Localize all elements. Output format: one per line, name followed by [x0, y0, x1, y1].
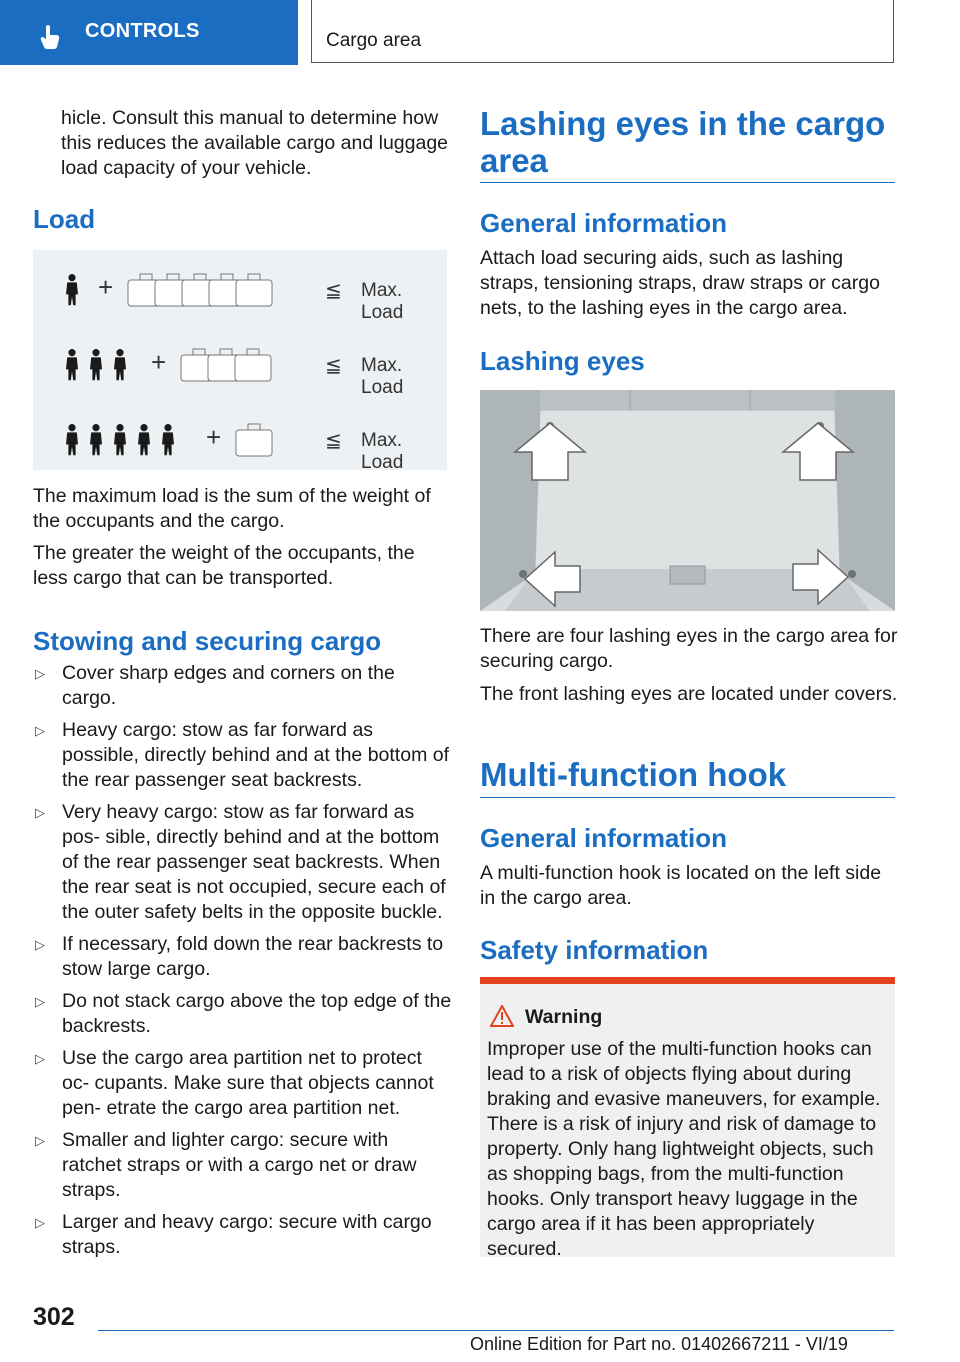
bullet-triangle-icon: ▷: [35, 805, 45, 820]
plus-sign: +: [151, 347, 167, 377]
intro-paragraph: hicle. Consult this manual to determine how this reduces the available cargo and luggage load capacity of your vehicle.: [61, 107, 449, 179]
stowing-list-text: Use the cargo area partition net to protect oc‐ cupants. Make sure that objects cannot pen‐ etrate the cargo area partition net.: [62, 1047, 434, 1119]
bullet-triangle-icon: ▷: [35, 1215, 45, 1230]
luggage-icon: [236, 430, 272, 456]
luggage-handle: [167, 274, 179, 280]
stowing-list-item: [33, 1046, 453, 1121]
lashing-eyes-heading: Lashing eyes: [480, 346, 645, 376]
warning-title: Warning: [525, 1006, 603, 1028]
luggage-handle: [248, 274, 260, 280]
footer-edition: Online Edition for Part no. 01402667211 - VI/19: [470, 1334, 848, 1354]
max-load-label: Max. Load: [361, 430, 404, 473]
stowing-list-item: [33, 932, 453, 982]
stowing-list-item: [33, 989, 453, 1039]
chapter-header: [311, 0, 894, 63]
max-load-label: Max. Load: [361, 280, 404, 323]
stowing-list-text: Heavy cargo: stow as far forward as possible, directly behind and at the bottom of the rear passenger seat backrests.: [62, 719, 449, 791]
person-icon: [114, 349, 126, 380]
luggage-handle: [220, 349, 232, 355]
stowing-list: [33, 661, 453, 1267]
warning-text: Improper use of the multi-function hooks can lead to a risk of objects flying about during braking and evasive maneuvers, for example. There is a risk of injury and risk of damage to property. Only hang lightweight objects, such as shopping bags, from the multi-function hooks. Only transport heavy luggage in the cargo area if it has been appropriately secured.: [487, 1038, 881, 1260]
luggage-handle: [194, 274, 206, 280]
stowing-list-item: [33, 800, 453, 925]
general-info-text-2: A multi-function hook is located on the left side in the cargo area.: [480, 862, 882, 909]
person-icon: [138, 424, 150, 455]
hand-pointer-icon: [38, 24, 62, 50]
person-icon: [90, 424, 102, 455]
person-icon: [66, 274, 78, 305]
section-tab[interactable]: [0, 0, 298, 65]
luggage-handle: [140, 274, 152, 280]
page-number: 302: [33, 1303, 75, 1331]
lashing-eyes-title: Lashing eyes in the cargo area: [480, 105, 886, 179]
person-icon: [66, 424, 78, 455]
stowing-list-item: [33, 1128, 453, 1203]
stowing-list-item: [33, 718, 453, 793]
safety-info-heading: Safety information: [480, 935, 709, 965]
lashing-eyes-paragraph-2: The front lashing eyes are located under covers.: [480, 683, 898, 705]
chapter-title: Cargo area: [326, 30, 422, 51]
less-equal-sign: ≦: [325, 280, 342, 302]
max-load-label: Max. Load: [361, 355, 404, 398]
person-icon: [90, 349, 102, 380]
luggage-handle: [247, 349, 259, 355]
plus-sign: +: [206, 422, 222, 452]
load-row: [33, 408, 447, 473]
bullet-triangle-icon: ▷: [35, 994, 45, 1009]
stowing-list-text: Very heavy cargo: stow as far forward as pos‐ sible, directly behind and at the bottom of the rear passenger seat backrests. When the rear seat is not occupied, secure each of the outer safety belts in the opposite buckle.: [62, 801, 446, 923]
title-rule: [480, 182, 895, 183]
luggage-handle: [193, 349, 205, 355]
less-equal-sign: ≦: [325, 355, 342, 377]
stowing-list-text: If necessary, fold down the rear backrests to stow large cargo.: [62, 933, 444, 980]
warning-bar: [480, 977, 895, 984]
stowing-list-text: Smaller and lighter cargo: secure with ratchet straps or with a cargo net or draw straps.: [62, 1129, 417, 1201]
load-figure: [33, 250, 447, 473]
warning-box: [480, 977, 895, 1260]
plus-sign: +: [98, 272, 114, 302]
general-info-heading-2: General information: [480, 823, 728, 853]
load-heading: Load: [33, 204, 96, 234]
less-equal-sign: ≦: [325, 430, 342, 452]
cargo-area-image: [480, 390, 895, 611]
stowing-heading: Stowing and securing cargo: [33, 626, 382, 656]
bullet-triangle-icon: ▷: [35, 937, 45, 952]
lashing-eyes-paragraph-1: There are four lashing eyes in the cargo area for securing cargo.: [480, 625, 898, 672]
luggage-icon: [236, 280, 272, 306]
person-icon: [66, 349, 78, 380]
load-paragraph-2: The greater the weight of the occupants, the less cargo that can be transported.: [33, 542, 415, 589]
stowing-list-text: Cover sharp edges and corners on the cargo.: [62, 662, 395, 709]
bullet-triangle-icon: ▷: [35, 666, 45, 681]
stowing-list-item: [33, 661, 453, 711]
general-info-text-1: Attach load securing aids, such as lashing straps, tensioning straps, draw straps or cargo nets, to the lashing eyes in the cargo area.: [480, 247, 880, 319]
load-row: [33, 258, 447, 323]
load-paragraph-1: The maximum load is the sum of the weight of the occupants and the cargo.: [33, 485, 431, 532]
warning-triangle-icon: [490, 1005, 514, 1027]
footer-rule: [98, 1330, 894, 1331]
load-row: [33, 333, 447, 398]
person-icon: [162, 424, 174, 455]
luggage-handle: [221, 274, 233, 280]
bullet-triangle-icon: ▷: [35, 1051, 45, 1066]
bullet-triangle-icon: ▷: [35, 1133, 45, 1148]
bullet-triangle-icon: ▷: [35, 723, 45, 738]
section-label: CONTROLS: [85, 20, 200, 42]
person-icon: [114, 424, 126, 455]
multi-function-hook-title: Multi-function hook: [480, 756, 787, 793]
title-rule-2: [480, 797, 895, 798]
stowing-list-item: [33, 1210, 453, 1260]
luggage-handle: [248, 424, 260, 430]
luggage-icon: [235, 355, 271, 381]
stowing-list-text: Do not stack cargo above the top edge of the backrests.: [62, 990, 452, 1037]
general-info-heading-1: General information: [480, 208, 728, 238]
stowing-list-text: Larger and heavy cargo: secure with cargo straps.: [62, 1211, 432, 1258]
